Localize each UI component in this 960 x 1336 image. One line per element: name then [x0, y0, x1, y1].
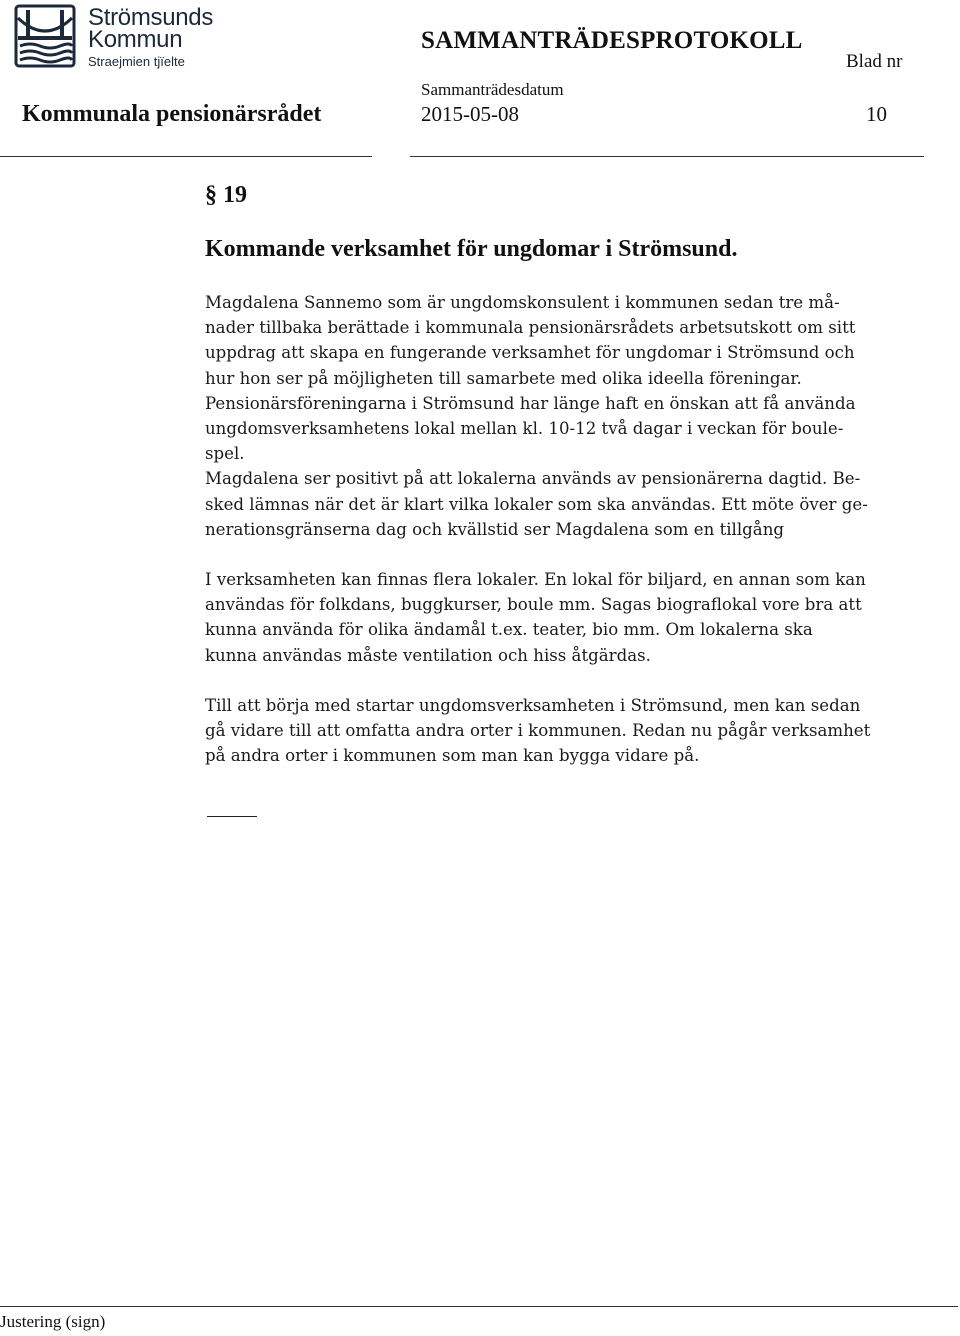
body-line: Magdalena ser positivt på att lokalerna används av pensionärerna dagtid. Be-: [205, 469, 861, 489]
header-divider-right: [410, 156, 924, 157]
body-line: hur hon ser på möjligheten till samarbete med olika ideella föreningar.: [205, 368, 802, 388]
body-line: kunna användas måste ventilation och hiss åtgärdas.: [205, 645, 651, 665]
blank-line: [205, 542, 870, 567]
body-text: [205, 290, 870, 769]
body-line: på andra orter i kommunen som man kan bygga vidare på.: [205, 746, 700, 766]
body-line: ungdomsverksamhetens lokal mellan kl. 10-12 två dagar i veckan för boule-: [205, 418, 844, 438]
paragraph-number: § 19: [205, 182, 247, 208]
page-number: 10: [866, 102, 887, 126]
body-line: I verksamheten kan finnas flera lokaler. En lokal för biljard, en annan som kan: [205, 570, 866, 590]
body-line: spel.: [205, 444, 245, 464]
logo-line-2: Kommun: [88, 26, 183, 53]
bridge-emblem-icon: [14, 4, 76, 68]
body-line: kunna använda för olika ändamål t.ex. teater, bio mm. Om lokalerna ska: [205, 620, 813, 640]
date-value: 2015-05-08: [421, 102, 519, 126]
logo-line-3: Straejmien tjïelte: [88, 54, 185, 69]
body-line: användas för folkdans, buggkurser, boule mm. Sagas biograflokal vore bra att: [205, 595, 862, 615]
body-line: gå vidare till att omfatta andra orter i kommunen. Redan nu pågår verksamhet: [205, 721, 871, 741]
body-line: nader tillbaka berättade i kommunala pensionärsrådets arbetsutskott om sitt: [205, 318, 856, 338]
body-line: uppdrag att skapa en fungerande verksamhet för ungdomar i Strömsund och: [205, 343, 855, 363]
logo-line-1: Strömsunds: [88, 4, 214, 31]
footer-divider: [0, 1306, 958, 1307]
blank-line: [205, 668, 870, 693]
body-line: Till att börja med startar ungdomsverksamheten i Strömsund, men kan sedan: [205, 696, 861, 715]
municipality-logo: [14, 4, 214, 70]
section-end-rule: [207, 816, 257, 817]
blad-label: Blad nr: [846, 51, 903, 72]
body-line: nerationsgränserna dag och kvällstid ser Magdalena som en tillgång: [205, 519, 784, 539]
organization-name: Kommunala pensionärsrådet: [22, 101, 322, 127]
justering-label: Justering (sign): [0, 1312, 106, 1331]
header-divider-left: [0, 156, 372, 157]
body-line: Pensionärsföreningarna i Strömsund har länge haft en önskan att få använda: [205, 393, 856, 413]
document-title: SAMMANTRÄDESPROTOKOLL: [421, 27, 803, 54]
section-heading: Kommande verksamhet för ungdomar i Strömsund.: [205, 236, 738, 262]
body-line: Magdalena Sannemo som är ungdomskonsulent i kommunen sedan tre må-: [205, 293, 840, 312]
date-label: Sammanträdesdatum: [421, 80, 564, 99]
body-line: sked lämnas när det är klart vilka lokaler som ska användas. Ett möte över ge-: [205, 494, 868, 514]
